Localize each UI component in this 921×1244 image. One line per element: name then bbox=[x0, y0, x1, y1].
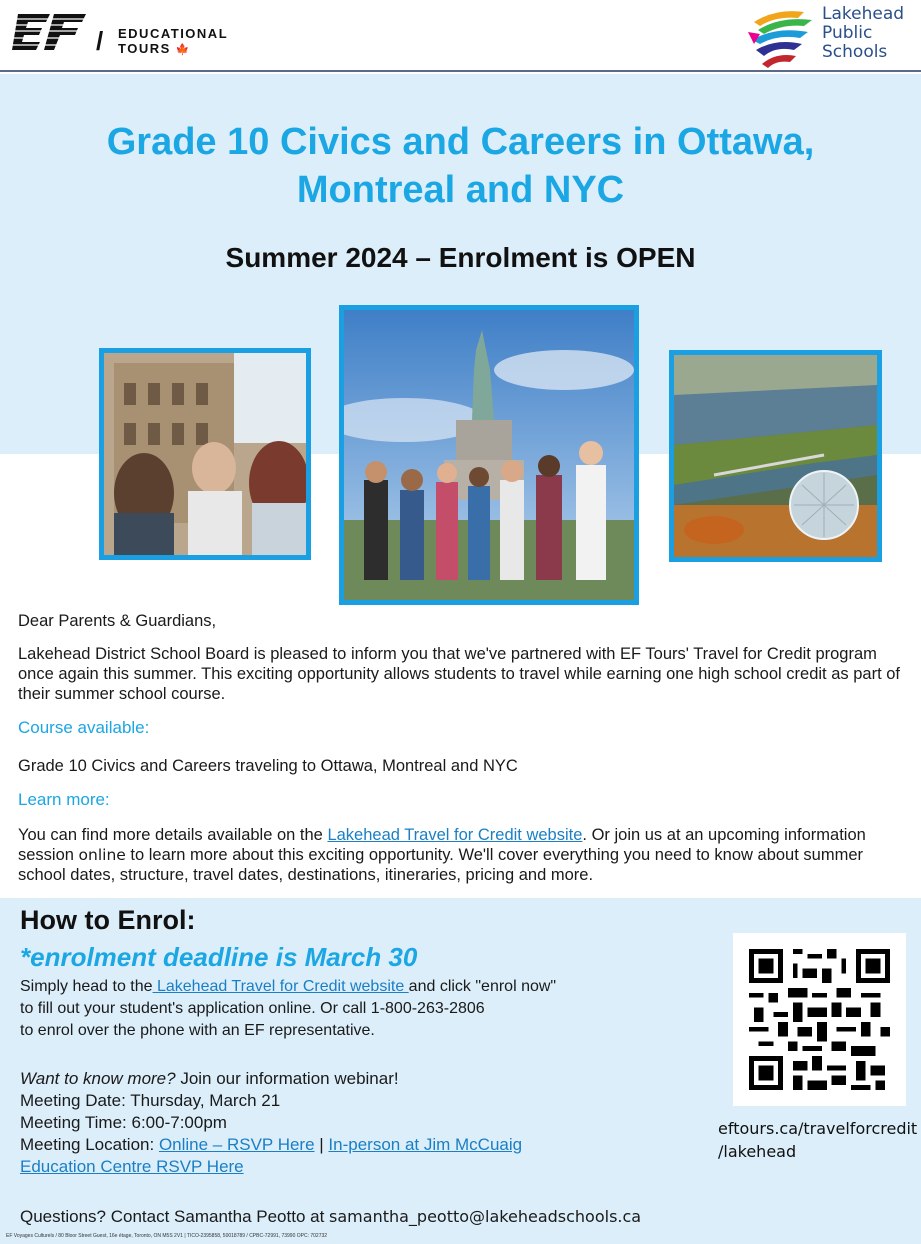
page-title bbox=[0, 118, 921, 214]
ef-tagline-line1: EDUCATIONAL bbox=[118, 26, 229, 41]
meeting-details: Want to know more? Join our information webinar! Meeting Date: Thursday, March 21 Meeting Time: 6:00-7:00pm Meeting Location: Online – RSVP Here | In-person at Jim McCuaig Education Centre RSVP Here bbox=[20, 1069, 523, 1176]
ef-tagline-line2: TOURS bbox=[118, 41, 171, 56]
course-heading: Course available: bbox=[18, 718, 150, 737]
online-rsvp-link[interactable]: Online – RSVP Here bbox=[158, 1135, 315, 1154]
learn-more-heading: Learn more: bbox=[18, 790, 110, 809]
lps-line1: Lakehead bbox=[822, 4, 905, 24]
in-person-rsvp-link-continued[interactable]: Education Centre RSVP Here bbox=[20, 1157, 244, 1176]
photo-montreal-aerial-biosphere bbox=[669, 350, 882, 562]
course-text: Grade 10 Civics and Careers traveling to Ottawa, Montreal and NYC bbox=[18, 757, 518, 775]
lakehead-star-logo-icon bbox=[746, 4, 818, 70]
title-line1: Grade 10 Civics and Careers in Ottawa, bbox=[106, 121, 815, 163]
contact-email[interactable]: samantha_peotto@lakeheadschools.ca bbox=[329, 1207, 642, 1226]
logo-divider: / bbox=[96, 26, 104, 56]
contact-line: Questions? Contact Samantha Peotto at samantha_peotto@lakeheadschools.ca bbox=[20, 1207, 642, 1226]
qr-code[interactable] bbox=[733, 933, 906, 1106]
title-line2: Montreal and NYC bbox=[296, 169, 625, 211]
photo-statue-of-liberty-group bbox=[339, 305, 639, 605]
ef-logo-icon bbox=[10, 10, 88, 54]
lps-line2: Public bbox=[822, 23, 873, 43]
lakehead-public-schools-wordmark bbox=[822, 5, 904, 62]
page-header bbox=[0, 0, 921, 72]
page-subtitle: Summer 2024 – Enrolment is OPEN bbox=[225, 242, 696, 273]
qr-caption: eftours.ca/travelforcredit /lakehead bbox=[718, 1119, 918, 1161]
enrol-deadline: *enrolment deadline is March 30 bbox=[20, 942, 418, 972]
travel-for-credit-link[interactable]: Lakehead Travel for Credit website bbox=[327, 826, 583, 844]
learn-more-paragraph: You can find more details available on the Lakehead Travel for Credit website. Or join us at an upcoming information session online to learn more about this exciting opportunity. We'll cover everything you need to know about summer school dates, structure, travel dates, destinations, itineraries, pricing and more. bbox=[18, 826, 866, 884]
in-person-rsvp-link[interactable]: In-person at Jim McCuaig bbox=[328, 1135, 523, 1154]
ef-educational-tours-wordmark bbox=[118, 26, 228, 58]
maple-leaf-icon: 🍁 bbox=[175, 44, 192, 56]
enrol-instructions: Simply head to the Lakehead Travel for Credit website and click "enrol now" to fill out your student's application online. Or call 1-800-263-2806 to enrol over the phone with an EF representative. bbox=[20, 978, 557, 1039]
enrol-website-link[interactable]: Lakehead Travel for Credit website bbox=[152, 978, 409, 995]
lps-line3: Schools bbox=[822, 42, 888, 62]
enrol-heading: How to Enrol: bbox=[20, 905, 196, 935]
photo-montreal-students bbox=[99, 348, 311, 560]
legal-fineprint: EF Voyages Culturels / 80 Bloor Street Guest, 16e étage, Toronto, ON M5S 2V1 | TICO-2395858, 50018789 / CPBC-72991, 73990 OPC: 702732 bbox=[6, 1233, 328, 1239]
greeting: Dear Parents & Guardians, bbox=[18, 612, 217, 630]
intro-paragraph: Lakehead District School Board is pleased to inform you that we've partnered with EF Tours' Travel for Credit program once again this summer. This exciting opportunity allows students to travel while earning one high school credit as part of their summer school course. bbox=[18, 645, 901, 703]
qr-code-icon bbox=[749, 949, 890, 1090]
